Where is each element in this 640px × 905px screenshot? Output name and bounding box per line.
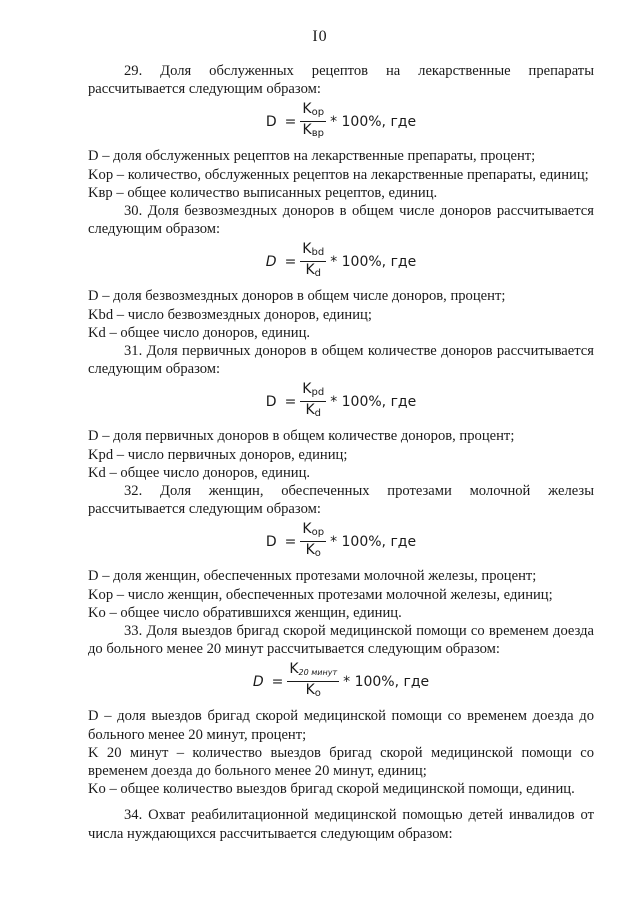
paragraph-29: 29. Доля обслуженных рецептов на лекарственные препараты рассчитывается следующим образом: bbox=[88, 63, 594, 98]
formula-32: D = $\frac{K_{op}}{K_o}$ * 100%, где bbox=[88, 521, 594, 562]
formula-lhs: D bbox=[265, 113, 277, 130]
formula-lhs: D bbox=[265, 253, 277, 270]
definition: D – доля безвозмездных доноров в общем числе доноров, процент; bbox=[88, 288, 506, 305]
paragraph-32: 32. Доля женщин, обеспеченных протезами молочной железы рассчитывается следующим образом: bbox=[88, 483, 594, 518]
formula-lhs: D bbox=[265, 393, 277, 410]
formula-lhs: D bbox=[265, 533, 277, 550]
formula-29: D = $\frac{K_{op}}{K_{вр}}$ * 100%, где bbox=[88, 101, 594, 142]
paragraph-31: 31. Доля первичных доноров в общем количестве доноров рассчитывается следующим образом: bbox=[88, 343, 594, 378]
formula-30: D = $\frac{K_{bd}}{K_d}$ * 100%, где bbox=[88, 241, 594, 282]
paragraph-30: 30. Доля безвозмездных доноров в общем числе доноров рассчитывается следующим образом: bbox=[88, 203, 594, 238]
definition: Kop – число женщин, обеспеченных протезами молочной железы, единиц; bbox=[88, 586, 553, 603]
formula-fraction: $\frac{K_{pd}}{K_d}$ bbox=[302, 381, 325, 420]
paragraph-33: 33. Доля выездов бригад скорой медицинской помощи со временем доезда до больного менее 20 минут рассчитывается следующим образом: bbox=[88, 623, 594, 658]
formula-fraction: $\frac{K_{20 минут}}{K_o}$ bbox=[289, 661, 338, 700]
formula-31: D = $\frac{K_{pd}}{K_d}$ * 100%, где bbox=[88, 381, 594, 422]
formula-rest: * 100%, где bbox=[343, 673, 430, 690]
paragraph-34: 34. Охват реабилитационной медицинской помощью детей инвалидов от числа нуждающихся рассчитывается следующим образом: bbox=[88, 807, 594, 842]
definition: K 20 минут – количество выездов бригад скорой медицинской помощи со временем доезда до больного менее 20 минут, единиц; bbox=[88, 744, 594, 780]
definition: Kbd – число безвозмездных доноров, единиц; bbox=[88, 306, 372, 323]
formula-33: D = $\frac{K_{20 минут}}{K_o}$ * 100%, где bbox=[88, 661, 594, 702]
definition: Ko – общее число обратившихся женщин, единиц. bbox=[88, 604, 402, 621]
formula-fraction: $\frac{K_{bd}}{K_d}$ bbox=[302, 241, 325, 280]
page-number: I0 bbox=[312, 28, 328, 45]
document-body bbox=[88, 62, 594, 843]
definition: Kpd – число первичных доноров, единиц; bbox=[88, 446, 348, 463]
definition: D – доля выездов бригад скорой медицинской помощи со временем доезда до больного менее 20 минут, процент; bbox=[88, 708, 594, 743]
definition: D – доля первичных доноров в общем количестве доноров, процент; bbox=[88, 428, 515, 445]
formula-rest: * 100%, где bbox=[330, 253, 417, 270]
formula-fraction: $\frac{K_{op}}{K_{вр}}$ bbox=[302, 101, 325, 140]
formula-rest: * 100%, где bbox=[330, 533, 417, 550]
definition: Kop – количество, обслуженных рецептов на лекарственные препараты, единиц; bbox=[88, 166, 589, 183]
definition: Ko – общее количество выездов бригад скорой медицинской помощи, единиц. bbox=[88, 781, 575, 798]
definition: Kd – общее число доноров, единиц. bbox=[88, 324, 311, 341]
formula-fraction: $\frac{K_{op}}{K_o}$ bbox=[302, 521, 325, 560]
formula-lhs: D bbox=[252, 673, 264, 690]
definition: D – доля обслуженных рецептов на лекарственные препараты, процент; bbox=[88, 148, 536, 165]
definition: D – доля женщин, обеспеченных протезами молочной железы, процент; bbox=[88, 568, 537, 585]
definition: Kвр – общее количество выписанных рецептов, единиц. bbox=[88, 184, 438, 201]
formula-rest: * 100%, где bbox=[330, 393, 417, 410]
formula-rest: * 100%, где bbox=[330, 113, 417, 130]
definition: Kd – общее число доноров, единиц. bbox=[88, 464, 311, 481]
